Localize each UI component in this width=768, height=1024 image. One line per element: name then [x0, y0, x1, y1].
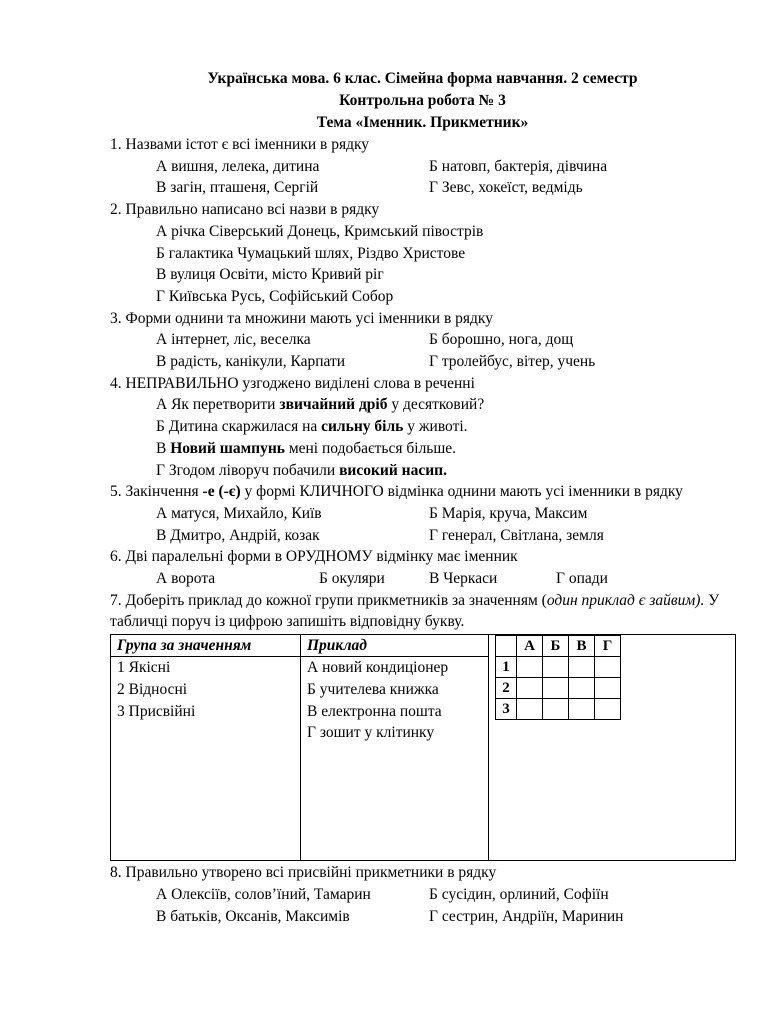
question-1: [110, 134, 735, 199]
question-6-text: 6. Дві паралельні форми в ОРУДНОМУ відмінку має іменник: [110, 548, 518, 566]
group-item: 3 Присвійні: [117, 702, 196, 720]
option-a: А річка Сіверський Донець, Кримський півострів: [156, 222, 484, 240]
answer-cell[interactable]: [569, 657, 595, 678]
option-v: В радість, канікули, Карпати: [156, 353, 346, 371]
question-1-row-1: [110, 156, 735, 178]
header-subject: Українська мова. 6 клас. Сімейна форма навчання. 2 семестр: [207, 70, 638, 87]
answer-row-number: 2: [496, 678, 517, 699]
option-v: В вулиця Освіти, місто Кривий ріг: [156, 266, 384, 284]
example-item: А новий кондиціонер: [307, 659, 449, 677]
question-5-text-end: у формі КЛИЧНОГО відмінка однини мають усі іменники в рядку: [240, 483, 683, 501]
examples-column: [301, 635, 489, 860]
example-item: Б учителева книжка: [307, 680, 439, 698]
option-v-rest: мені подобається більше.: [284, 439, 457, 457]
answer-row: [496, 678, 621, 699]
option-a: А Олексіїв, солов’їний, Тамарин: [156, 885, 371, 903]
question-5-row-2: [110, 525, 735, 547]
question-7-text-end: У табличці поруч із цифрою запишіть відповідну букву.: [110, 591, 720, 631]
option-a: А інтернет, ліс, веселка: [156, 331, 311, 349]
answer-grid: [495, 635, 621, 720]
option-b: Б окуляри: [319, 570, 385, 588]
option-b: Б Марія, круча, Максим: [429, 504, 588, 522]
question-3-row-1: [110, 329, 735, 351]
question-3: [110, 308, 735, 373]
option-a: А ворота: [156, 570, 216, 588]
test-page: [110, 68, 735, 927]
question-1-row-2: [110, 177, 735, 199]
option-v-highlight: Новий шампунь: [170, 439, 285, 457]
answer-col-g: Г: [595, 636, 621, 657]
option-b-text: Б Дитина скаржилася на: [156, 418, 322, 436]
answer-col-v: В: [569, 636, 595, 657]
option-g: Г тролейбус, вітер, учень: [429, 353, 596, 371]
option-g: [110, 460, 735, 482]
answer-row: [496, 699, 621, 720]
page-header: [110, 68, 735, 134]
option-v-text: В: [156, 439, 171, 457]
groups-column: [111, 635, 301, 860]
option-a: А матуся, Михайло, Київ: [156, 504, 322, 522]
answer-cell[interactable]: [569, 699, 595, 720]
option-b-rest: у животі.: [403, 418, 468, 436]
answer-corner: [496, 636, 517, 657]
question-5-text-start: 5. Закінчення: [110, 483, 203, 501]
option-v: В Черкаси: [429, 570, 498, 588]
answer-row-number: 1: [496, 657, 517, 678]
question-3-row-2: [110, 351, 735, 373]
option-a-rest: у десятковий?: [387, 396, 485, 414]
option-b: Б борошно, нога, дощ: [429, 331, 574, 349]
answer-col-a: А: [517, 636, 543, 657]
answer-cell[interactable]: [543, 699, 569, 720]
question-5-text: [110, 481, 735, 503]
question-3-text: 3. Форми однини та множини мають усі іменники в рядку: [110, 309, 493, 327]
question-8-row-1: [110, 884, 735, 906]
group-item: 1 Якісні: [117, 659, 171, 677]
option-g: Г сестрин, Андріїн, Маринин: [429, 907, 624, 925]
option-g-text: Г Згодом ліворуч побачили: [156, 461, 340, 479]
option-a-text: А Як перетворити: [156, 396, 280, 414]
question-1-text: 1. Назвами істот є всі іменники в рядку: [110, 136, 370, 153]
question-8: [110, 862, 735, 927]
question-2-text: 2. Правильно написано всі назви в рядку: [110, 201, 380, 219]
question-8-row-2: [110, 906, 735, 928]
question-6-row: [110, 568, 735, 590]
answer-cell[interactable]: [517, 678, 543, 699]
option-g: Г Київська Русь, Софійський Собор: [156, 287, 394, 305]
answer-col-b: Б: [543, 636, 569, 657]
answer-cell[interactable]: [517, 657, 543, 678]
option-b-highlight: сильну біль: [321, 418, 404, 436]
option-a-highlight: звичайний дріб: [279, 396, 388, 414]
example-item: В електронна пошта: [307, 702, 442, 720]
example-item: Г зошит у клітинку: [307, 724, 435, 742]
question-7-text: [110, 590, 735, 633]
question-7: [110, 590, 735, 861]
question-5-row-1: [110, 503, 735, 525]
option-b: Б сусідин, орлиний, Софіїн: [429, 885, 609, 903]
answer-cell[interactable]: [595, 657, 621, 678]
group-item: 2 Відносні: [117, 680, 188, 698]
answer-cell[interactable]: [569, 678, 595, 699]
groups-header: Група за значенням: [111, 635, 300, 657]
option-v: В батьків, Оксанів, Максимів: [156, 907, 350, 925]
question-5: [110, 481, 735, 546]
question-4: [110, 373, 735, 482]
question-4-text: 4. НЕПРАВИЛЬНО узгоджено виділені слова в реченні: [110, 374, 475, 392]
answer-cell[interactable]: [517, 699, 543, 720]
option-a: А вишня, лелека, дитина: [156, 157, 320, 175]
question-8-text: 8. Правильно утворено всі присвійні прикметники в рядку: [110, 864, 497, 882]
answer-row-number: 3: [496, 699, 517, 720]
option-v: В загін, пташеня, Сергій: [156, 179, 319, 197]
option-b: Б галактика Чумацький шлях, Різдво Христове: [156, 244, 466, 262]
question-5-ending: -е (-є): [202, 483, 241, 501]
question-7-note: один приклад є зайвим).: [546, 591, 705, 609]
answer-cell[interactable]: [595, 699, 621, 720]
answer-cell[interactable]: [595, 678, 621, 699]
header-test-number: Контрольна робота № 3: [339, 92, 506, 109]
answer-cell[interactable]: [543, 657, 569, 678]
examples-header: Приклад: [301, 635, 488, 657]
answer-header-row: [496, 636, 621, 657]
matching-table: [110, 634, 736, 861]
option-b: [110, 416, 735, 438]
option-g: Г генерал, Світлана, земля: [429, 526, 604, 544]
question-7-text-start: 7. Доберіть приклад до кожної групи прикметників за значенням (: [110, 591, 547, 609]
option-v: В Дмитро, Андрій, козак: [156, 526, 320, 544]
option-g: Г опади: [556, 570, 608, 588]
option-g-highlight: високий насип.: [339, 461, 447, 479]
option-v: [110, 438, 735, 460]
question-6: [110, 546, 735, 589]
option-b: Б натовп, бактерія, дівчина: [429, 157, 608, 175]
option-a: [110, 394, 735, 416]
option-g: Г Зевс, хокеїст, ведмідь: [429, 179, 583, 197]
answer-row: [496, 657, 621, 678]
answer-cell[interactable]: [543, 678, 569, 699]
question-2: [110, 199, 735, 308]
answer-column: [489, 635, 735, 860]
header-topic: Тема «Іменник. Прикметник»: [316, 114, 529, 131]
